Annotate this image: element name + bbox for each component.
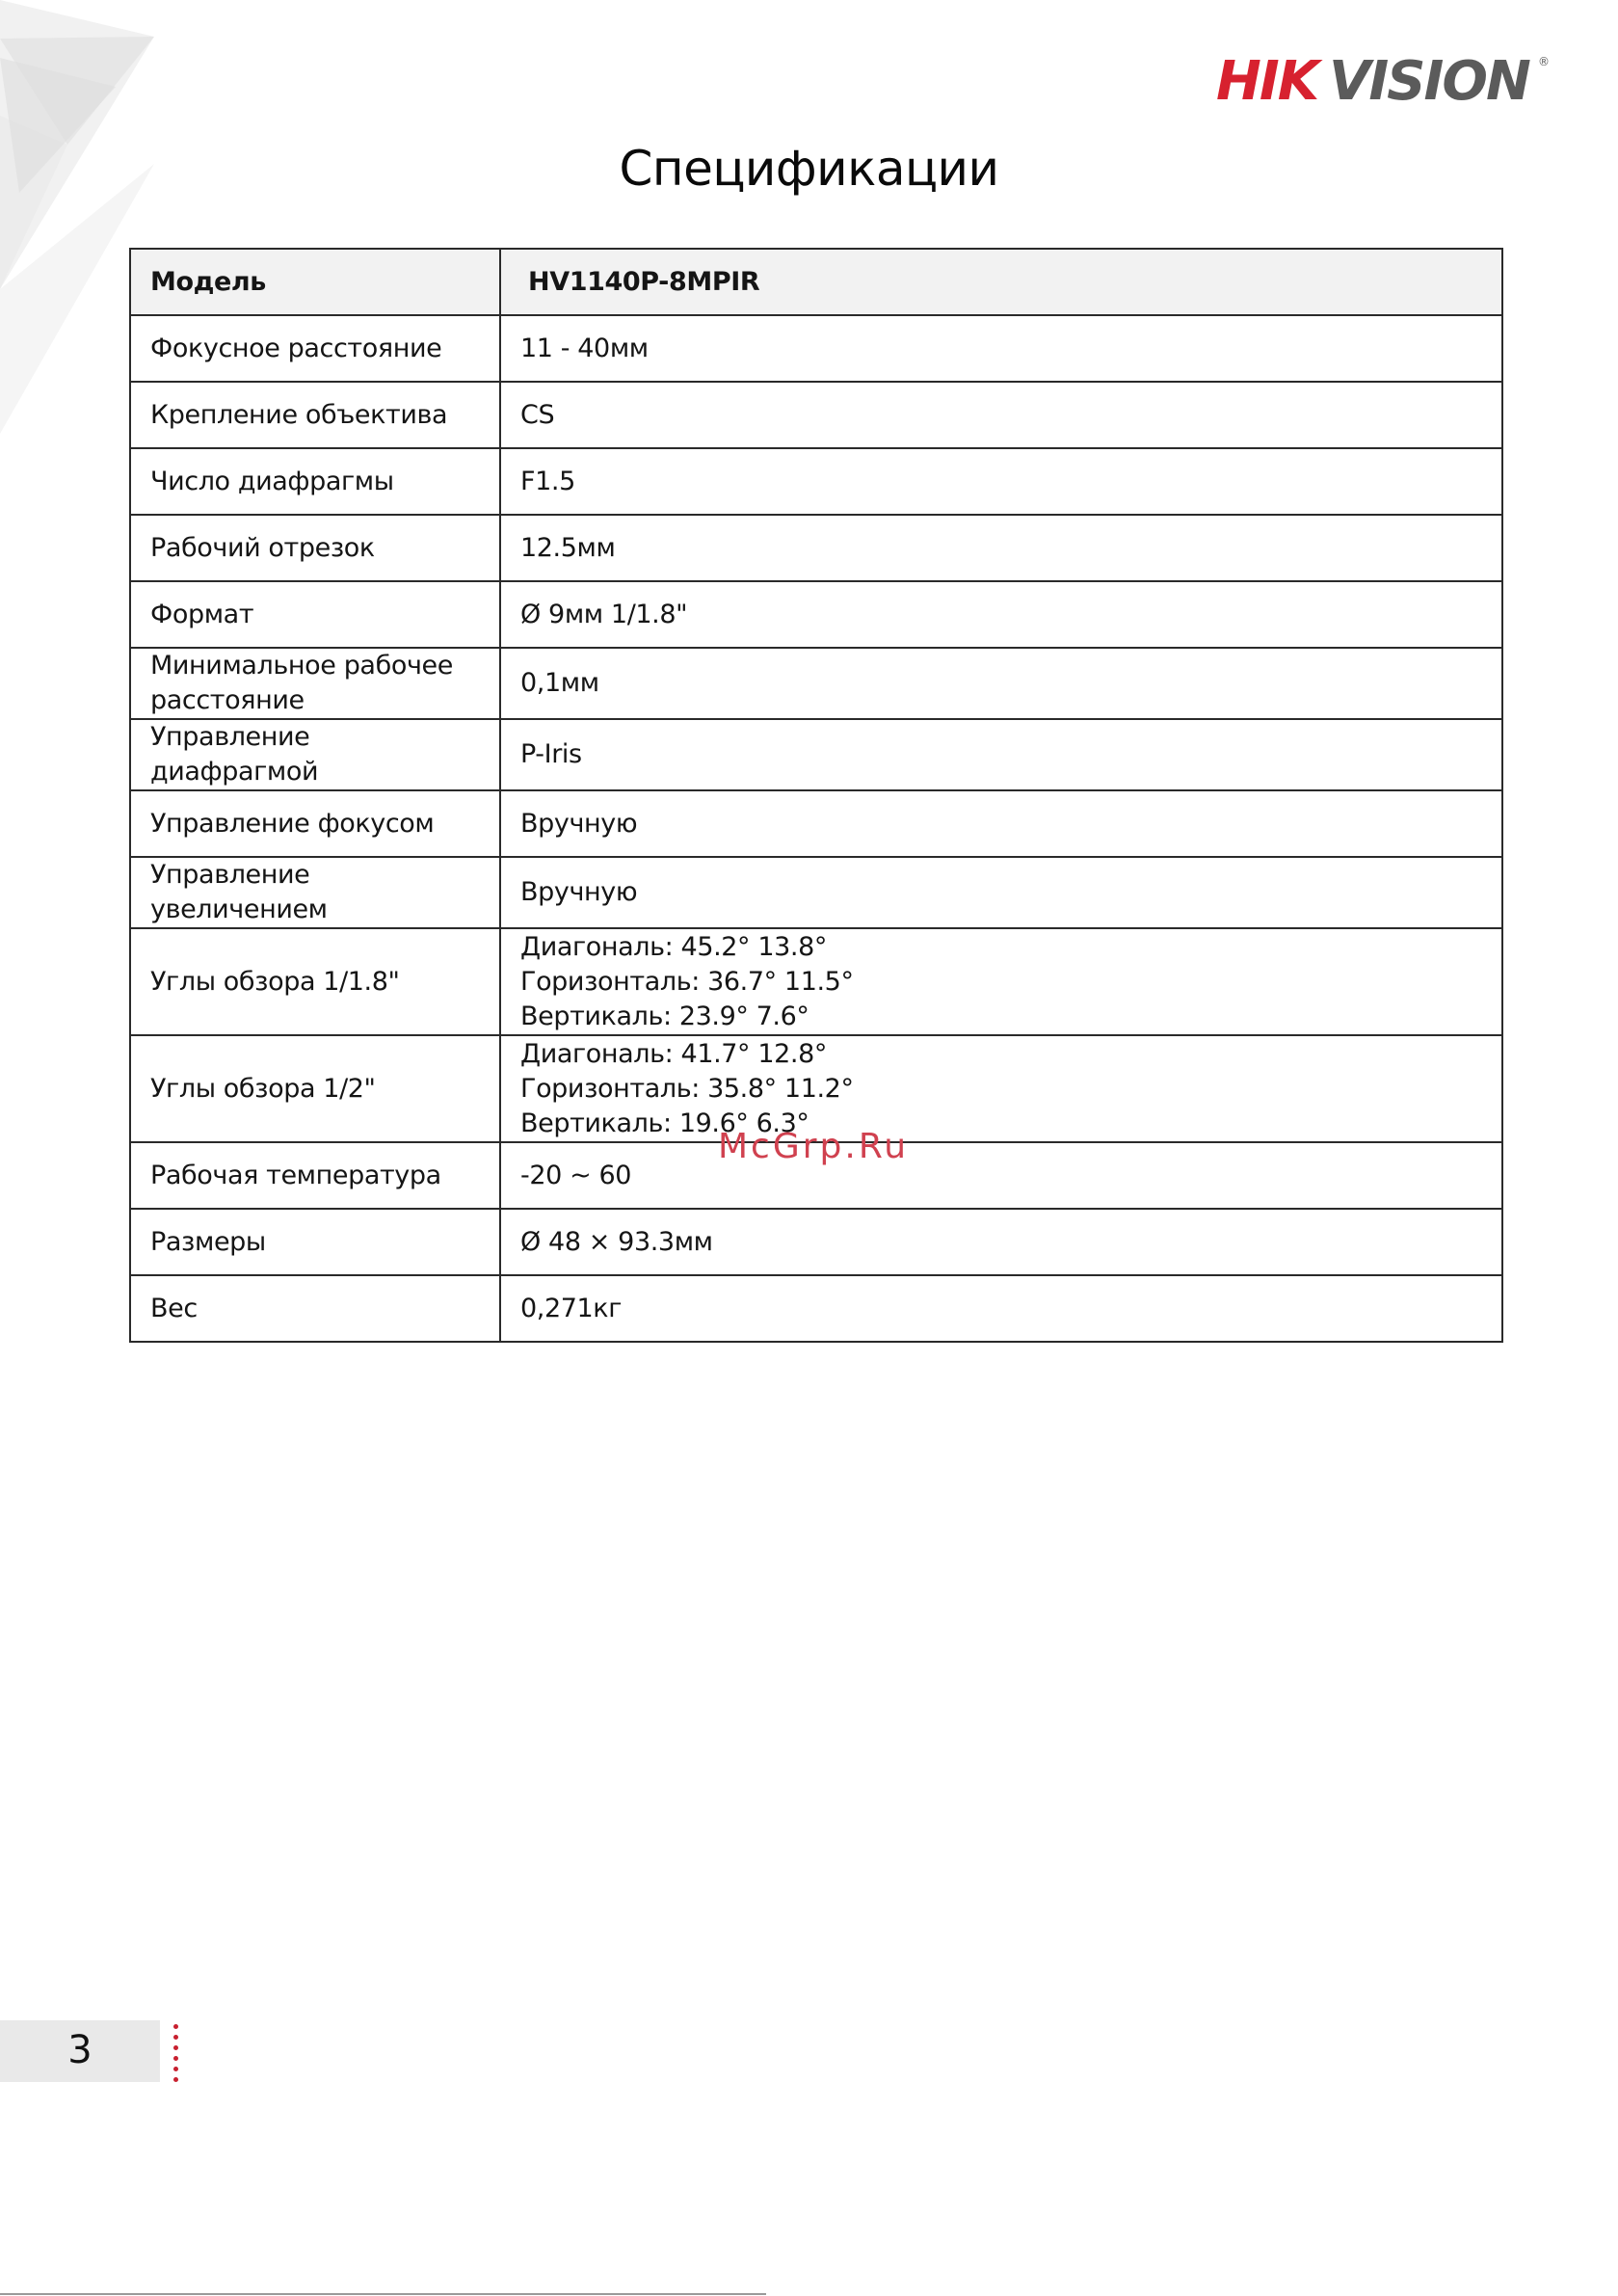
spec-label: Крепление объектива	[130, 382, 500, 448]
table-row	[130, 928, 1502, 1035]
spec-label: Рабочая температура	[130, 1142, 500, 1209]
spec-value-line: -20 ~ 60	[520, 1160, 632, 1190]
table-row	[130, 1209, 1502, 1275]
spec-value	[500, 648, 1502, 719]
spec-label: Управление диафрагмой	[130, 719, 500, 790]
spec-value-line: Вертикаль: 19.6° 6.3°	[520, 1108, 809, 1138]
spec-value	[500, 790, 1502, 857]
spec-value	[500, 1142, 1502, 1209]
spec-value	[500, 448, 1502, 515]
spec-value-line: Вручную	[520, 808, 638, 839]
table-row	[130, 857, 1502, 928]
spec-value-line: Горизонталь: 35.8° 11.2°	[520, 1073, 854, 1104]
spec-label: Рабочий отрезок	[130, 515, 500, 581]
spec-label: Управление увеличением	[130, 857, 500, 928]
table-row	[130, 719, 1502, 790]
spec-value-line: Ø 9мм 1/1.8"	[520, 599, 688, 629]
spec-value-line: 0,1мм	[520, 668, 599, 698]
page-number: 3	[67, 2028, 93, 2072]
spec-value-line: F1.5	[520, 466, 575, 496]
hikvision-logo	[1216, 46, 1553, 114]
spec-value-line: P-Iris	[520, 739, 582, 769]
spec-value-line: Диагональ: 41.7° 12.8°	[520, 1038, 827, 1069]
table-row	[130, 315, 1502, 382]
table-row	[130, 515, 1502, 581]
header-value: HV1140P-8MPIR	[500, 249, 1502, 315]
spec-value-line: 12.5мм	[520, 532, 616, 563]
spec-value	[500, 1035, 1502, 1142]
spec-value-line: Диагональ: 45.2° 13.8°	[520, 931, 827, 962]
spec-value-line: Ø 48 × 93.3мм	[520, 1226, 713, 1257]
dotted-divider	[173, 2024, 179, 2082]
spec-label: Углы обзора 1/2"	[130, 1035, 500, 1142]
spec-value	[500, 1275, 1502, 1342]
spec-value	[500, 857, 1502, 928]
header-label: Модель	[130, 249, 500, 315]
spec-label: Число диафрагмы	[130, 448, 500, 515]
spec-value-line: 11 - 40мм	[520, 333, 649, 363]
table-row	[130, 581, 1502, 648]
spec-value	[500, 928, 1502, 1035]
spec-value-line: CS	[520, 399, 555, 430]
table-row	[130, 790, 1502, 857]
spec-value	[500, 315, 1502, 382]
spec-value	[500, 515, 1502, 581]
page-title: Спецификации	[619, 141, 999, 197]
spec-value-line: 0,271кг	[520, 1293, 622, 1323]
spec-label: Углы обзора 1/1.8"	[130, 928, 500, 1035]
table-row	[130, 1275, 1502, 1342]
spec-value	[500, 1209, 1502, 1275]
spec-value	[500, 382, 1502, 448]
spec-label: Вес	[130, 1275, 500, 1342]
table-row	[130, 382, 1502, 448]
spec-table	[129, 248, 1503, 1343]
table-header-row	[130, 249, 1502, 315]
logo-hik: HIK	[1216, 50, 1318, 113]
spec-value	[500, 581, 1502, 648]
spec-label: Фокусное расстояние	[130, 315, 500, 382]
spec-label: Минимальное рабочее расстояние	[130, 648, 500, 719]
table-row	[130, 648, 1502, 719]
logo-vision: VISION	[1329, 50, 1529, 113]
bottom-rule	[0, 2293, 766, 2295]
spec-label: Размеры	[130, 1209, 500, 1275]
spec-label: Формат	[130, 581, 500, 648]
logo-registered-mark: ®	[1538, 55, 1550, 68]
spec-value-line: Вертикаль: 23.9° 7.6°	[520, 1001, 809, 1031]
spec-value	[500, 719, 1502, 790]
spec-label: Управление фокусом	[130, 790, 500, 857]
watermark: McGrp.Ru	[718, 1127, 910, 1166]
table-row	[130, 448, 1502, 515]
spec-value-line: Вручную	[520, 877, 638, 907]
spec-value-line: Горизонталь: 36.7° 11.5°	[520, 966, 854, 997]
